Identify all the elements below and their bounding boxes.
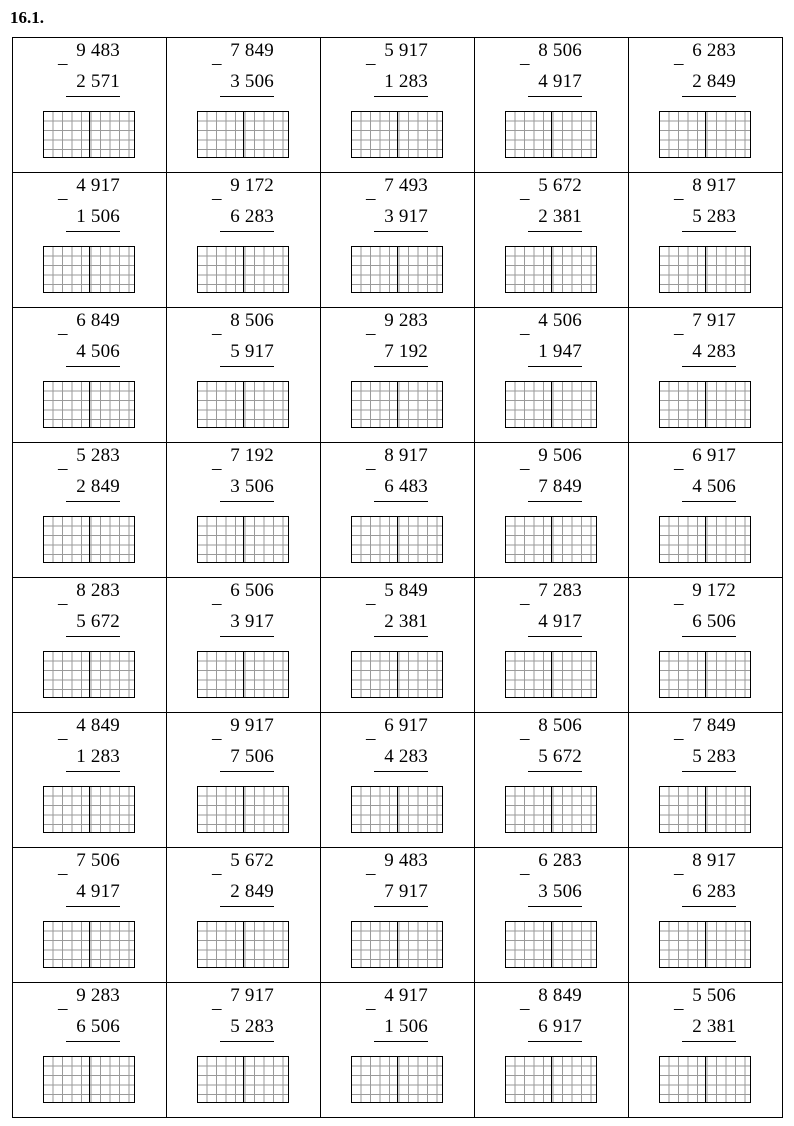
problem-cell	[321, 443, 475, 578]
minus-sign: –	[58, 863, 68, 884]
answer-grid[interactable]	[505, 381, 597, 428]
minus-sign: –	[674, 728, 684, 749]
minuend: 8 506	[538, 40, 582, 61]
minus-sign: –	[212, 998, 222, 1019]
subtrahend: 2 849	[682, 71, 736, 97]
minuend: 8 917	[384, 445, 428, 466]
column-subtraction	[629, 848, 782, 982]
answer-grid[interactable]	[659, 921, 751, 968]
column-subtraction	[475, 578, 628, 712]
minus-sign: –	[520, 458, 530, 479]
subtrahend: 5 283	[682, 746, 736, 772]
minuend: 4 917	[384, 985, 428, 1006]
minuend: 7 849	[692, 715, 736, 736]
column-subtraction	[321, 443, 474, 577]
minuend: 7 917	[692, 310, 736, 331]
subtrahend: 5 283	[220, 1016, 274, 1042]
subtrahend: 5 672	[66, 611, 120, 637]
minuend: 8 506	[230, 310, 274, 331]
problem-cell	[475, 713, 629, 848]
answer-grid[interactable]	[659, 246, 751, 293]
minus-sign: –	[520, 188, 530, 209]
subtrahend: 4 283	[682, 341, 736, 367]
problem-cell	[321, 848, 475, 983]
problem-cell	[629, 308, 783, 443]
answer-grid[interactable]	[43, 111, 135, 158]
column-subtraction	[629, 443, 782, 577]
minuend: 5 917	[384, 40, 428, 61]
minus-sign: –	[58, 188, 68, 209]
answer-grid[interactable]	[197, 1056, 289, 1103]
column-subtraction	[475, 443, 628, 577]
problem-cell	[321, 38, 475, 173]
answer-grid[interactable]	[505, 786, 597, 833]
problem-cell	[629, 443, 783, 578]
minus-sign: –	[212, 323, 222, 344]
problem-row	[13, 848, 783, 983]
problem-cell	[13, 848, 167, 983]
minus-sign: –	[212, 188, 222, 209]
minus-sign: –	[366, 458, 376, 479]
answer-grid[interactable]	[659, 786, 751, 833]
subtrahend: 3 917	[220, 611, 274, 637]
problem-cell	[13, 578, 167, 713]
minuend: 5 849	[384, 580, 428, 601]
answer-grid[interactable]	[43, 786, 135, 833]
subtrahend: 6 917	[528, 1016, 582, 1042]
answer-grid[interactable]	[351, 651, 443, 698]
minuend: 9 172	[692, 580, 736, 601]
minuend: 5 672	[538, 175, 582, 196]
column-subtraction	[629, 983, 782, 1117]
answer-grid[interactable]	[43, 921, 135, 968]
minus-sign: –	[366, 188, 376, 209]
minuend: 9 506	[538, 445, 582, 466]
minuend: 8 917	[692, 175, 736, 196]
minuend: 5 283	[76, 445, 120, 466]
problem-cell	[167, 173, 321, 308]
subtrahend: 2 849	[220, 881, 274, 907]
answer-grid[interactable]	[351, 111, 443, 158]
minus-sign: –	[366, 998, 376, 1019]
column-subtraction	[475, 308, 628, 442]
subtrahend: 4 917	[66, 881, 120, 907]
answer-grid[interactable]	[505, 1056, 597, 1103]
answer-grid[interactable]	[351, 921, 443, 968]
answer-grid[interactable]	[505, 651, 597, 698]
minuend: 4 506	[538, 310, 582, 331]
column-subtraction	[321, 173, 474, 307]
column-subtraction	[13, 713, 166, 847]
answer-grid[interactable]	[659, 381, 751, 428]
minus-sign: –	[58, 728, 68, 749]
minuend: 6 506	[230, 580, 274, 601]
minus-sign: –	[674, 188, 684, 209]
problem-row	[13, 578, 783, 713]
problem-cell	[167, 38, 321, 173]
problem-row	[13, 443, 783, 578]
problem-cell	[629, 38, 783, 173]
minus-sign: –	[212, 458, 222, 479]
subtrahend: 7 192	[374, 341, 428, 367]
minus-sign: –	[212, 53, 222, 74]
minuend: 8 849	[538, 985, 582, 1006]
answer-grid[interactable]	[505, 516, 597, 563]
subtrahend: 2 849	[66, 476, 120, 502]
minus-sign: –	[212, 728, 222, 749]
minus-sign: –	[674, 863, 684, 884]
problem-cell	[475, 578, 629, 713]
problem-row	[13, 713, 783, 848]
answer-grid[interactable]	[197, 111, 289, 158]
answer-grid[interactable]	[659, 111, 751, 158]
subtrahend: 1 283	[374, 71, 428, 97]
minus-sign: –	[674, 323, 684, 344]
problem-cell	[13, 713, 167, 848]
column-subtraction	[475, 173, 628, 307]
minuend: 8 506	[538, 715, 582, 736]
exercise-number: 16.1.	[10, 8, 44, 27]
minuend: 7 192	[230, 445, 274, 466]
problem-cell	[321, 578, 475, 713]
subtrahend: 3 506	[528, 881, 582, 907]
minuend: 9 283	[76, 985, 120, 1006]
problem-cell	[167, 578, 321, 713]
subtrahend: 4 917	[528, 611, 582, 637]
subtrahend: 3 917	[374, 206, 428, 232]
minuend: 5 672	[230, 850, 274, 871]
subtrahend: 4 506	[66, 341, 120, 367]
minuend: 6 917	[692, 445, 736, 466]
column-subtraction	[321, 308, 474, 442]
column-subtraction	[475, 983, 628, 1117]
minus-sign: –	[674, 998, 684, 1019]
answer-grid[interactable]	[197, 246, 289, 293]
minus-sign: –	[674, 458, 684, 479]
column-subtraction	[13, 578, 166, 712]
problem-cell	[167, 983, 321, 1118]
answer-grid[interactable]	[351, 786, 443, 833]
minus-sign: –	[366, 53, 376, 74]
answer-grid[interactable]	[351, 1056, 443, 1103]
minus-sign: –	[366, 863, 376, 884]
column-subtraction	[167, 713, 320, 847]
column-subtraction	[13, 38, 166, 172]
subtrahend: 2 381	[682, 1016, 736, 1042]
column-subtraction	[629, 713, 782, 847]
minuend: 7 493	[384, 175, 428, 196]
problem-cell	[629, 983, 783, 1118]
column-subtraction	[321, 38, 474, 172]
column-subtraction	[321, 848, 474, 982]
minus-sign: –	[366, 323, 376, 344]
minus-sign: –	[58, 53, 68, 74]
problem-cell	[629, 713, 783, 848]
problem-cell	[13, 38, 167, 173]
minus-sign: –	[520, 53, 530, 74]
column-subtraction	[167, 578, 320, 712]
problem-cell	[321, 713, 475, 848]
subtrahend: 3 506	[220, 476, 274, 502]
column-subtraction	[475, 713, 628, 847]
minuend: 8 917	[692, 850, 736, 871]
problem-cell	[475, 308, 629, 443]
answer-grid[interactable]	[43, 1056, 135, 1103]
column-subtraction	[475, 848, 628, 982]
answer-grid[interactable]	[659, 1056, 751, 1103]
column-subtraction	[321, 713, 474, 847]
column-subtraction	[167, 848, 320, 982]
answer-grid[interactable]	[197, 921, 289, 968]
subtrahend: 6 506	[682, 611, 736, 637]
subtrahend: 7 506	[220, 746, 274, 772]
problem-cell	[167, 713, 321, 848]
column-subtraction	[13, 983, 166, 1117]
column-subtraction	[321, 578, 474, 712]
problem-cell	[13, 443, 167, 578]
subtrahend: 4 506	[682, 476, 736, 502]
minus-sign: –	[58, 323, 68, 344]
minuend: 4 849	[76, 715, 120, 736]
column-subtraction	[167, 308, 320, 442]
minus-sign: –	[674, 53, 684, 74]
problem-cell	[13, 308, 167, 443]
problem-cell	[629, 173, 783, 308]
answer-grid[interactable]	[197, 786, 289, 833]
minus-sign: –	[366, 728, 376, 749]
problem-cell	[321, 173, 475, 308]
minus-sign: –	[212, 593, 222, 614]
answer-grid[interactable]	[197, 516, 289, 563]
minuend: 5 506	[692, 985, 736, 1006]
answer-grid[interactable]	[659, 651, 751, 698]
subtrahend: 1 947	[528, 341, 582, 367]
minus-sign: –	[58, 593, 68, 614]
minuend: 7 506	[76, 850, 120, 871]
minuend: 6 849	[76, 310, 120, 331]
minuend: 9 172	[230, 175, 274, 196]
minuend: 6 283	[692, 40, 736, 61]
subtrahend: 2 381	[374, 611, 428, 637]
subtrahend: 4 283	[374, 746, 428, 772]
answer-grid[interactable]	[505, 111, 597, 158]
problem-cell	[13, 173, 167, 308]
problem-cell	[475, 173, 629, 308]
column-subtraction	[13, 443, 166, 577]
problem-cell	[167, 443, 321, 578]
minuend: 6 283	[538, 850, 582, 871]
minus-sign: –	[520, 728, 530, 749]
minus-sign: –	[58, 998, 68, 1019]
problem-row	[13, 308, 783, 443]
column-subtraction	[167, 38, 320, 172]
subtrahend: 5 283	[682, 206, 736, 232]
answer-grid[interactable]	[505, 921, 597, 968]
problem-cell	[167, 848, 321, 983]
minus-sign: –	[366, 593, 376, 614]
column-subtraction	[629, 578, 782, 712]
subtrahend: 6 506	[66, 1016, 120, 1042]
minuend: 6 917	[384, 715, 428, 736]
subtrahend: 1 283	[66, 746, 120, 772]
answer-grid[interactable]	[351, 246, 443, 293]
column-subtraction	[167, 983, 320, 1117]
problem-cell	[629, 578, 783, 713]
subtraction-worksheet-table	[12, 37, 783, 1118]
column-subtraction	[13, 308, 166, 442]
answer-grid[interactable]	[659, 516, 751, 563]
minuend: 7 917	[230, 985, 274, 1006]
answer-grid[interactable]	[43, 516, 135, 563]
answer-grid[interactable]	[197, 381, 289, 428]
minuend: 9 917	[230, 715, 274, 736]
problem-row	[13, 983, 783, 1118]
minuend: 9 483	[76, 40, 120, 61]
answer-grid[interactable]	[43, 246, 135, 293]
subtrahend: 6 283	[682, 881, 736, 907]
minus-sign: –	[520, 998, 530, 1019]
column-subtraction	[629, 308, 782, 442]
subtrahend: 5 672	[528, 746, 582, 772]
problem-cell	[475, 983, 629, 1118]
minus-sign: –	[212, 863, 222, 884]
subtrahend: 1 506	[66, 206, 120, 232]
minuend: 8 283	[76, 580, 120, 601]
minuend: 7 849	[230, 40, 274, 61]
subtrahend: 6 283	[220, 206, 274, 232]
subtrahend: 5 917	[220, 341, 274, 367]
problem-cell	[13, 983, 167, 1118]
problem-cell	[475, 848, 629, 983]
answer-grid[interactable]	[197, 651, 289, 698]
minus-sign: –	[58, 458, 68, 479]
subtrahend: 6 483	[374, 476, 428, 502]
minus-sign: –	[674, 593, 684, 614]
minuend: 7 283	[538, 580, 582, 601]
answer-grid[interactable]	[43, 381, 135, 428]
subtrahend: 4 917	[528, 71, 582, 97]
column-subtraction	[167, 173, 320, 307]
subtrahend: 2 381	[528, 206, 582, 232]
answer-grid[interactable]	[351, 516, 443, 563]
subtrahend: 1 506	[374, 1016, 428, 1042]
column-subtraction	[475, 38, 628, 172]
problem-cell	[629, 848, 783, 983]
problem-cell	[167, 308, 321, 443]
column-subtraction	[629, 38, 782, 172]
minuend: 9 483	[384, 850, 428, 871]
minus-sign: –	[520, 863, 530, 884]
subtrahend: 3 506	[220, 71, 274, 97]
minus-sign: –	[520, 593, 530, 614]
problem-cell	[321, 308, 475, 443]
answer-grid[interactable]	[43, 651, 135, 698]
problem-cell	[475, 38, 629, 173]
problem-cell	[475, 443, 629, 578]
answer-grid[interactable]	[505, 246, 597, 293]
problem-row	[13, 173, 783, 308]
column-subtraction	[13, 173, 166, 307]
subtrahend: 7 917	[374, 881, 428, 907]
minus-sign: –	[520, 323, 530, 344]
column-subtraction	[13, 848, 166, 982]
minuend: 4 917	[76, 175, 120, 196]
column-subtraction	[629, 173, 782, 307]
column-subtraction	[321, 983, 474, 1117]
column-subtraction	[167, 443, 320, 577]
answer-grid[interactable]	[351, 381, 443, 428]
problem-row	[13, 38, 783, 173]
minuend: 9 283	[384, 310, 428, 331]
subtrahend: 7 849	[528, 476, 582, 502]
subtrahend: 2 571	[66, 71, 120, 97]
problem-cell	[321, 983, 475, 1118]
